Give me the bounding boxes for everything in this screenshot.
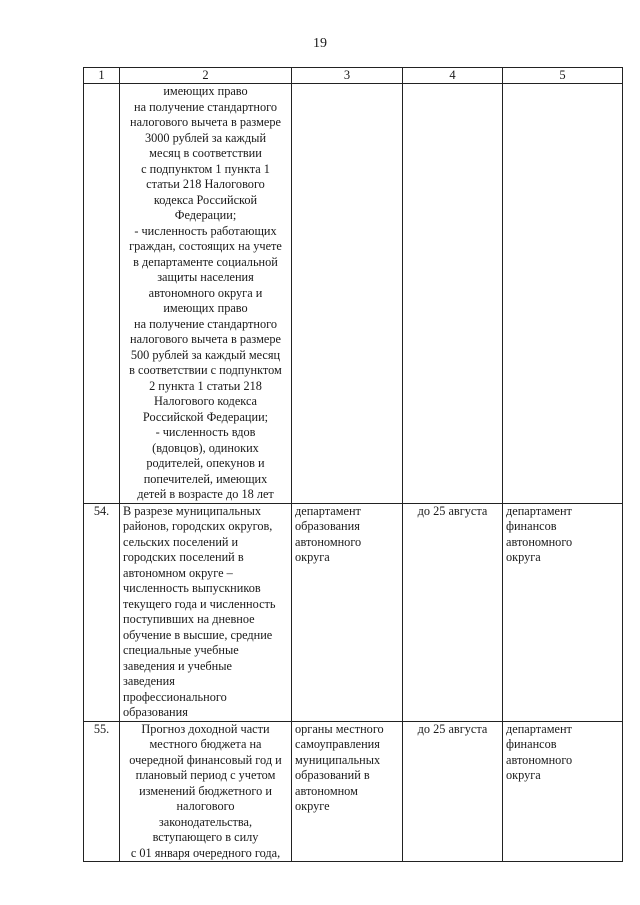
deadline-cell: до 25 августа — [403, 721, 503, 862]
deadline-cell: до 25 августа — [403, 503, 503, 721]
table-row — [84, 721, 623, 862]
column-header: 5 — [503, 68, 623, 84]
indicator-cell: В разрезе муниципальных районов, городских округов, сельских поселений и городских поселений в автономном округе – численность выпускников текущего года и численность поступивших на дневное обучение в высшие, средние специальные учебные заведения и учебные заведения профессионального образования — [120, 503, 292, 721]
data-table — [83, 67, 623, 862]
provider-cell: органы местного самоуправления муниципальных образований в автономном округе — [292, 721, 403, 862]
column-header: 1 — [84, 68, 120, 84]
table-row — [84, 503, 623, 721]
indicator-cell: Прогноз доходной части местного бюджета на очередной финансовый год и плановый период с учетом изменений бюджетного и налогового законодательства, вступающего в силу с 01 января очередного года, — [120, 721, 292, 862]
provider-cell: департамент образования автономного округа — [292, 503, 403, 721]
table-row-continuation — [84, 84, 623, 504]
row-number-cell: 54. — [84, 503, 120, 721]
column-header: 3 — [292, 68, 403, 84]
page-number: 19 — [313, 36, 327, 51]
column-header: 4 — [403, 68, 503, 84]
recipient-cell — [503, 84, 623, 504]
table-header-row — [84, 68, 623, 84]
recipient-cell: департамент финансов автономного округа — [503, 721, 623, 862]
column-header: 2 — [120, 68, 292, 84]
deadline-cell — [403, 84, 503, 504]
provider-cell — [292, 84, 403, 504]
indicator-cell: имеющих право на получение стандартного налогового вычета в размере 3000 рублей за каждый месяц в соответствии с подпунктом 1 пункта 1 статьи 218 Налогового кодекса Российской Федерации; - численность работающих граждан, состоящих на учете в департаменте социальной защиты населения автономного округа и имеющих право на получение стандартного налогового вычета в размере 500 рублей за каждый месяц в соответствии с подпунктом 2 пункта 1 статьи 218 Налогового кодекса Российской Федерации; - численность вдов (вдовцов), одиноких родителей, опекунов и попечителей, имеющих детей в возрасте до 18 лет — [120, 84, 292, 504]
row-number-cell — [84, 84, 120, 504]
row-number-cell: 55. — [84, 721, 120, 862]
recipient-cell: департамент финансов автономного округа — [503, 503, 623, 721]
